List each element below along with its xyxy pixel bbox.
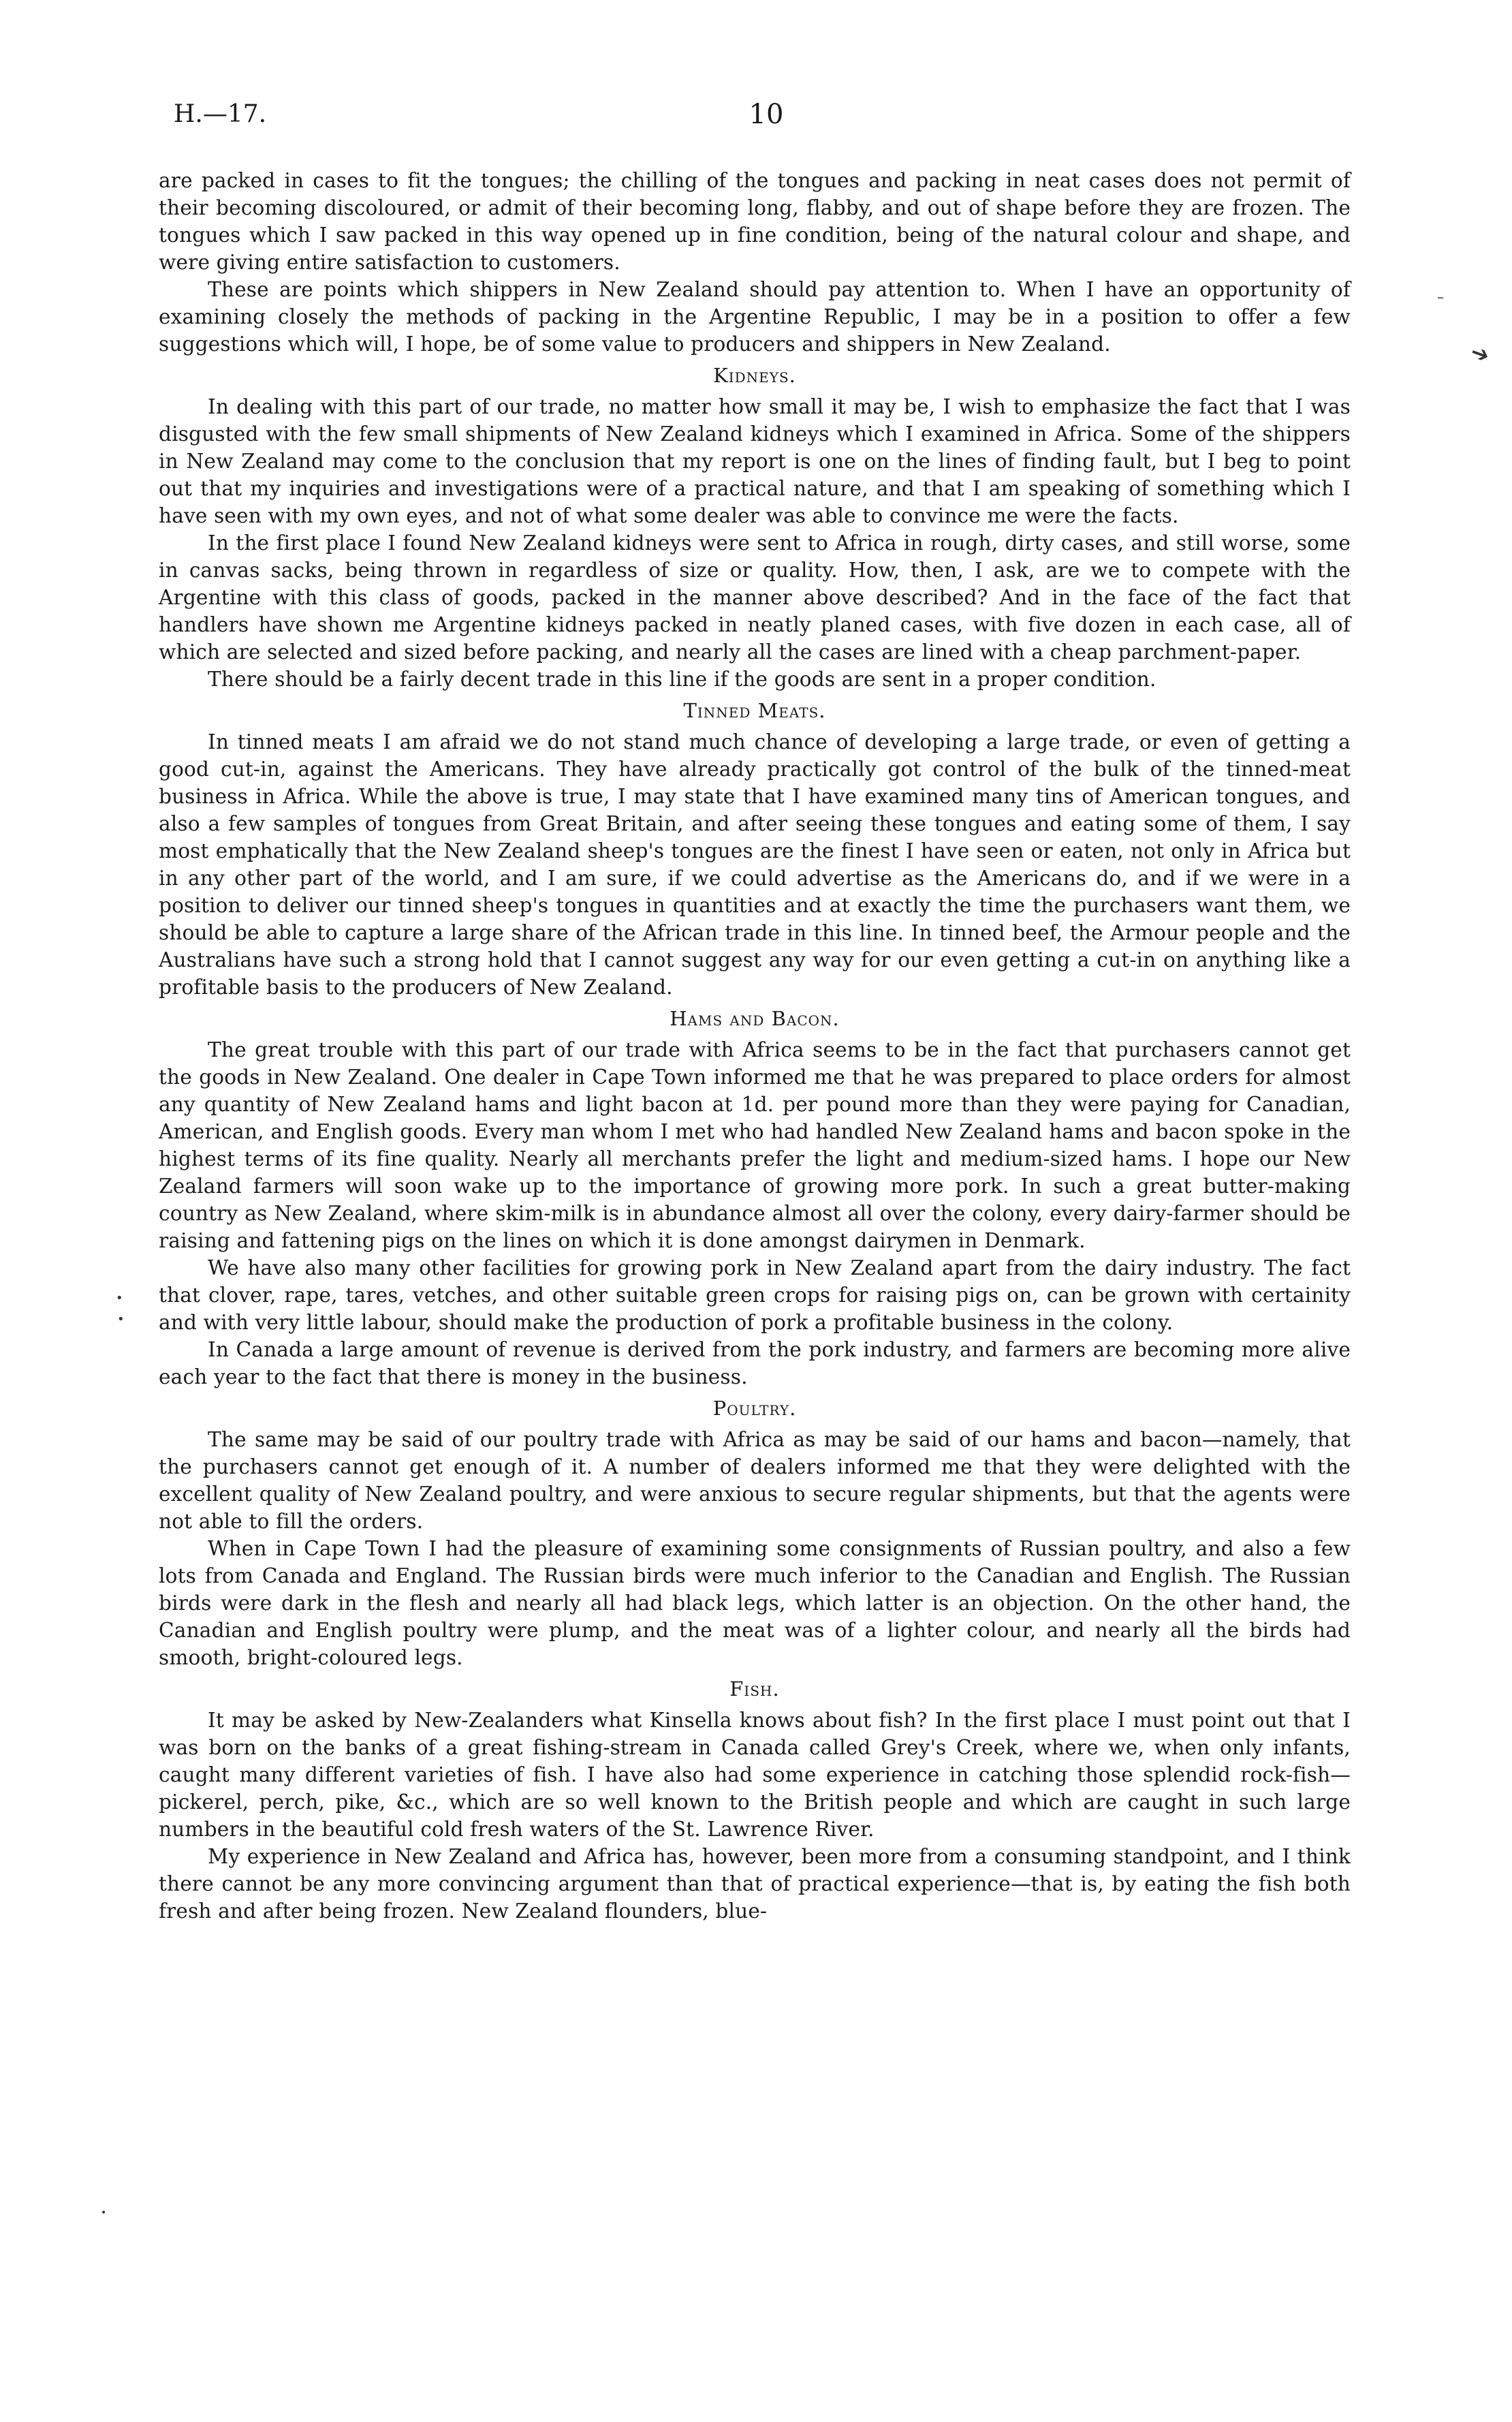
section-heading: Poultry. — [712, 1397, 797, 1420]
paragraph: The great trouble with this part of our trade with Africa seems to be in the fact that purchasers cannot get the goods in New Zealand. One dealer in Cape Town informed me that he was prepared to place orders for almost any quantity of New Zealand hams and light bacon at 1d. per pound more than they were paying for Canadian, American, and English goods. Every man whom I met who had handled New Zealand hams and bacon spoke in the highest terms of its fine quality. Nearly all merchants prefer the light and medium-sized hams. I hope our New Zealand farmers will soon wake up to the importance of growing more pork. In such a great butter-making country as New Zealand, where skim-milk is in abundance almost all over the colony, every dairy-farmer should be raising and fattening pigs on the lines on which it is done amongst dairymen in Denmark. — [159, 1038, 1351, 1252]
section-heading: Fish. — [729, 1677, 780, 1701]
margin-mark: • — [117, 1312, 125, 1326]
margin-mark: • — [116, 1291, 123, 1305]
margin-mark: • — [101, 2207, 107, 2218]
section-heading: Hams and Bacon. — [670, 1007, 840, 1030]
page-number: 10 — [749, 99, 784, 130]
paragraph: There should be a fairly decent trade in this line if the goods are sent in a proper condition. — [208, 668, 1156, 691]
paragraph: The same may be said of our poultry trade with Africa as may be said of our hams and bacon—namely, that the purchasers cannot get enough of it. A number of dealers informed me that they were delighted with the excellent quality of New Zealand poultry, and were anxious to secure regular shipments, but that the agents were not able to fill the orders. — [159, 1428, 1351, 1533]
margin-mark: – — [1437, 289, 1444, 305]
paragraph: In dealing with this part of our trade, no matter how small it may be, I wish to emphasize the fact that I was disgusted with the few small shipments of New Zealand kidneys which I examined in Africa. Some of the shippers in New Zealand may come to the conclusion that my report is one on the lines of finding fault, but I beg to point out that my inquiries and investigations were of a practical nature, and that I am speaking of something which I have seen with my own eyes, and not of what some dealer was able to convince me were the facts. — [159, 395, 1351, 527]
paragraph: When in Cape Town I had the pleasure of examining some consignments of Russian poultry, and also a few lots from Canada and England. The Russian birds were much inferior to the Canadian and English. The Russian birds were dark in the flesh and nearly all had black legs, which latter is an objection. On the other hand, the Canadian and English poultry were plump, and the meat was of a lighter colour, and nearly all the birds had smooth, bright-coloured legs. — [159, 1537, 1351, 1669]
paragraph: It may be asked by New-Zealanders what Kinsella knows about fish? In the first place I must point out that I was born on the banks of a great fishing-stream in Canada called Grey's Creek, where we, when only infants, caught many different varieties of fish. I have also had some experience in catching those splendid rock-fish—pickerel, perch, pike, &c., which are so well known to the British people and which are caught in such large numbers in the beautiful cold fresh waters of the St. Lawrence River. — [159, 1709, 1351, 1841]
paragraph: In tinned meats I am afraid we do not stand much chance of developing a large trade, or even of getting a good cut-in, against the Americans. They have already practically got control of the bulk of the tinned-meat business in Africa. While the above is true, I may state that I have examined many tins of American tongues, and also a few samples of tongues from Great Britain, and after seeing these tongues and eating some of them, I say most emphatically that the New Zealand sheep's tongues are the finest I have seen or eaten, not only in Africa but in any other part of the world, and I am sure, if we could advertise as the Americans do, and if we were in a position to deliver our tinned sheep's tongues in quantities and at exactly the time the purchasers want them, we should be able to capture a large share of the African trade in this line. In tinned beef, the Armour people and the Australians have such a strong hold that I cannot suggest any way for our even getting a cut-in on anything like a profitable basis to the producers of New Zealand. — [159, 730, 1351, 999]
section-heading: Kidneys. — [713, 364, 796, 387]
paragraph: We have also many other facilities for growing pork in New Zealand apart from the dairy industry. The fact that clover, rape, tares, vetches, and other suitable green crops for raising pigs on, can be grown with certainity and with very little labour, should make the production of pork a profitable business in the colony. — [159, 1256, 1351, 1334]
paragraph: These are points which shippers in New Zealand should pay attention to. When I have an opportunity of examining closely the methods of packing in the Argentine Republic, I may be in a position to offer a few suggestions which will, I hope, be of some value to producers and shippers in New Zealand. — [159, 278, 1351, 356]
document-reference: H.—17. — [174, 100, 267, 128]
section-heading: Tinned Meats. — [683, 699, 826, 722]
paragraph: In Canada a large amount of revenue is derived from the pork industry, and farmers are becoming more alive each year to the fact that there is money in the business. — [159, 1338, 1351, 1388]
report-body — [159, 167, 1351, 1925]
paragraph: In the first place I found New Zealand kidneys were sent to Africa in rough, dirty cases, and still worse, some in canvas sacks, being thrown in regardless of size or quality. How, then, I ask, are we to compete with the Argentine with this class of goods, packed in the manner above described? And in the face of the fact that handlers have shown me Argentine kidneys packed in neatly planed cases, with five dozen in each case, all of which are selected and sized before packing, and nearly all the cases are lined with a cheap parchment-paper. — [159, 531, 1351, 664]
paragraph: are packed in cases to fit the tongues; the chilling of the tongues and packing in neat cases does not permit of their becoming discoloured, or admit of their becoming long, flabby, and out of shape before they are frozen. The tongues which I saw packed in this way opened up in fine condition, being of the natural colour and shape, and were giving entire satisfaction to customers. — [159, 169, 1351, 274]
margin-mark: ➔ — [1467, 338, 1494, 369]
paragraph: My experience in New Zealand and Africa has, however, been more from a consuming standpoint, and I think there cannot be any more convincing argument than that of practical experience—that is, by eating the fish both fresh and after being frozen. New Zealand flounders, blue- — [159, 1845, 1351, 1923]
